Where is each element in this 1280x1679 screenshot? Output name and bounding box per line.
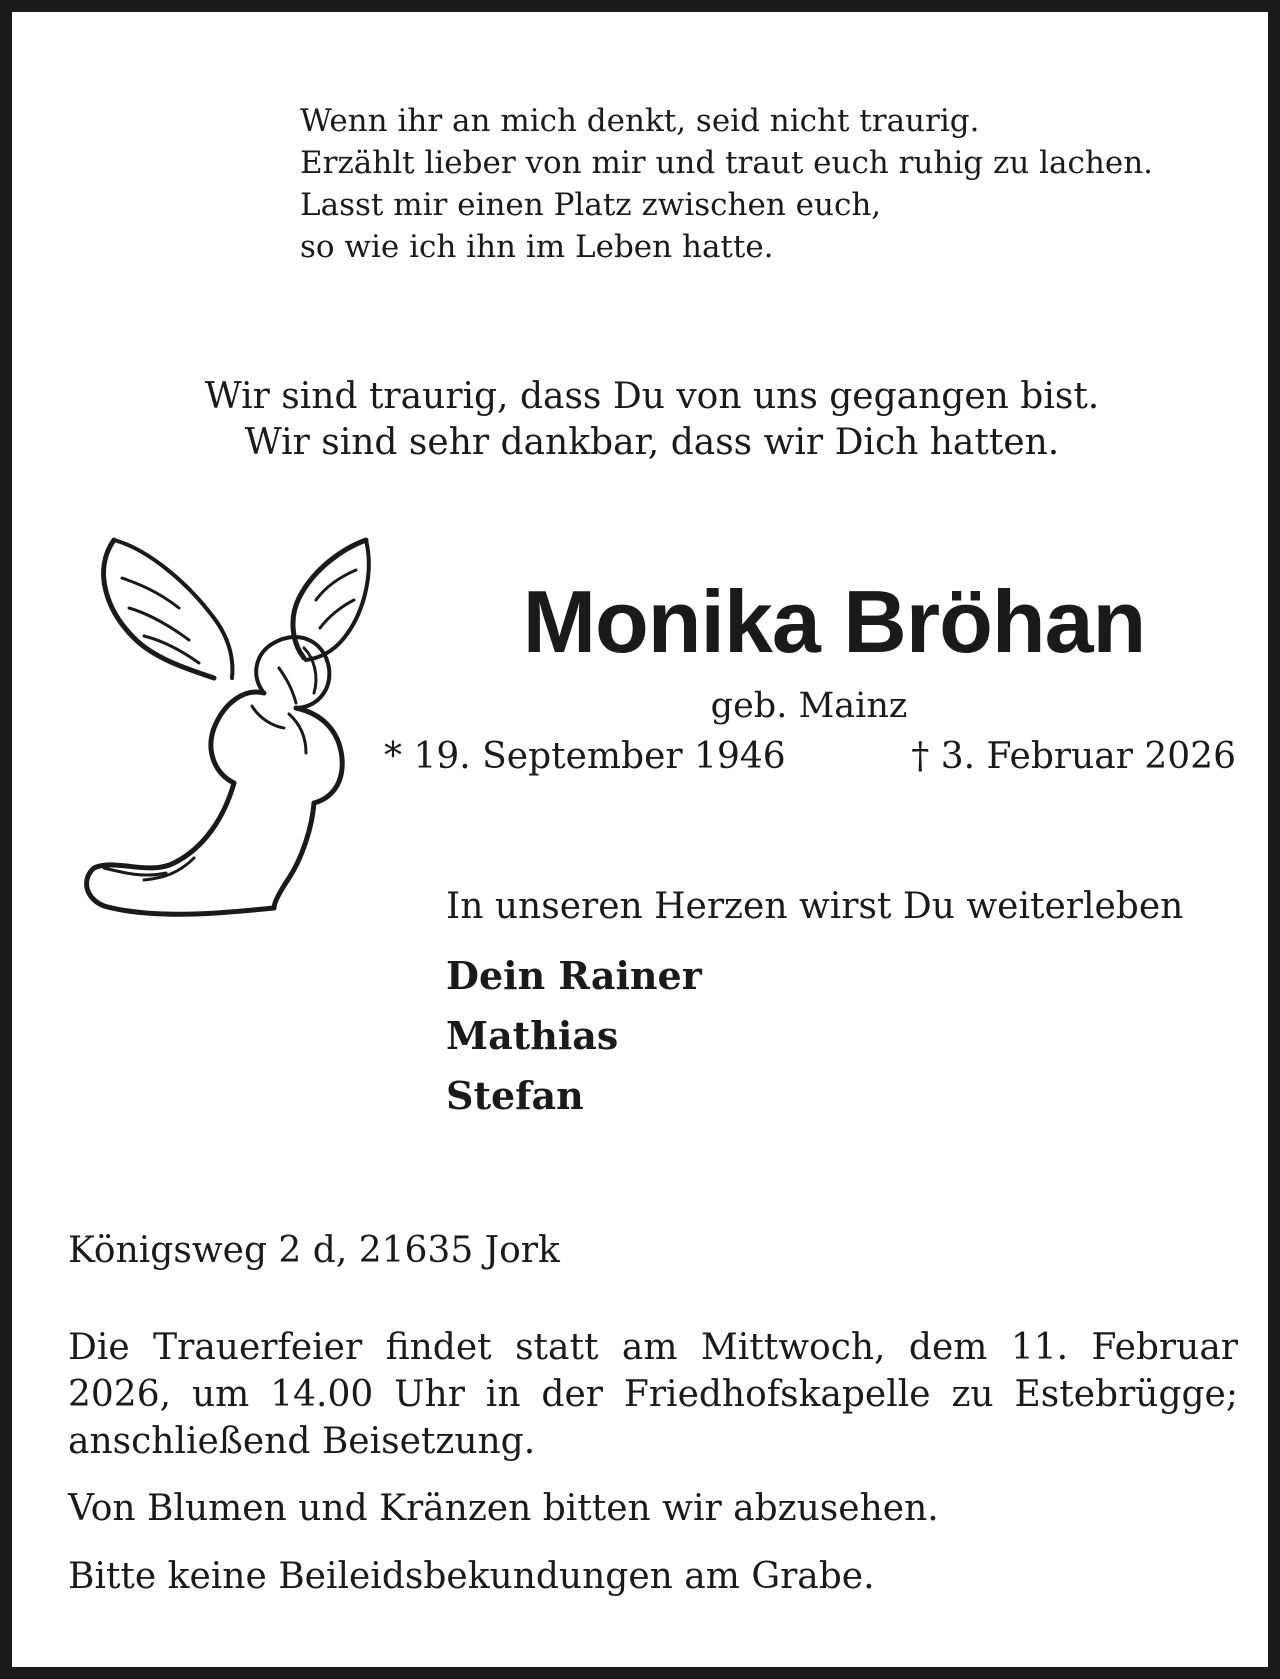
poem-line: Wenn ihr an mich denkt, seid nicht traurig. (300, 103, 980, 139)
family-member: Stefan (446, 1073, 584, 1118)
tagline (72, 374, 1232, 466)
deceased-name: Monika Bröhan (522, 572, 1146, 671)
poem-line: Lasst mir einen Platz zwischen euch, (300, 187, 882, 223)
maiden-name: geb. Mainz (710, 686, 908, 726)
family-member: Mathias (446, 1013, 619, 1058)
angel-icon (74, 528, 384, 948)
tagline-line: Wir sind traurig, dass Du von uns gegangen bist. (204, 376, 1100, 417)
address: Königsweg 2 d, 21635 Jork (68, 1230, 560, 1271)
ceremony-notice: Die Trauerfeier findet statt am Mittwoch, dem 11. Februar 2026, um 14.00 Uhr in der Friedhofskapelle zu Estebrügge; anschließend Beisetzung. (68, 1327, 1238, 1462)
poem-line: Erzählt lieber von mir und traut euch ruhig zu lachen. (300, 145, 1154, 181)
condolences-notice: Bitte keine Beileidsbekundungen am Grabe. (68, 1556, 875, 1597)
flowers-notice: Von Blumen und Kränzen bitten wir abzusehen. (68, 1488, 939, 1529)
family-member: Dein Rainer (446, 953, 702, 998)
poem-line: so wie ich ihn im Leben hatte. (300, 229, 774, 265)
family-list (446, 946, 1046, 1126)
tagline-line: Wir sind sehr dankbar, dass wir Dich hatten. (244, 422, 1060, 463)
death-date: † 3. Februar 2026 (911, 736, 1236, 777)
birth-date: * 19. September 1946 (384, 736, 786, 777)
closing-phrase: In unseren Herzen wirst Du weiterleben (446, 886, 1184, 927)
poem (300, 100, 1260, 268)
